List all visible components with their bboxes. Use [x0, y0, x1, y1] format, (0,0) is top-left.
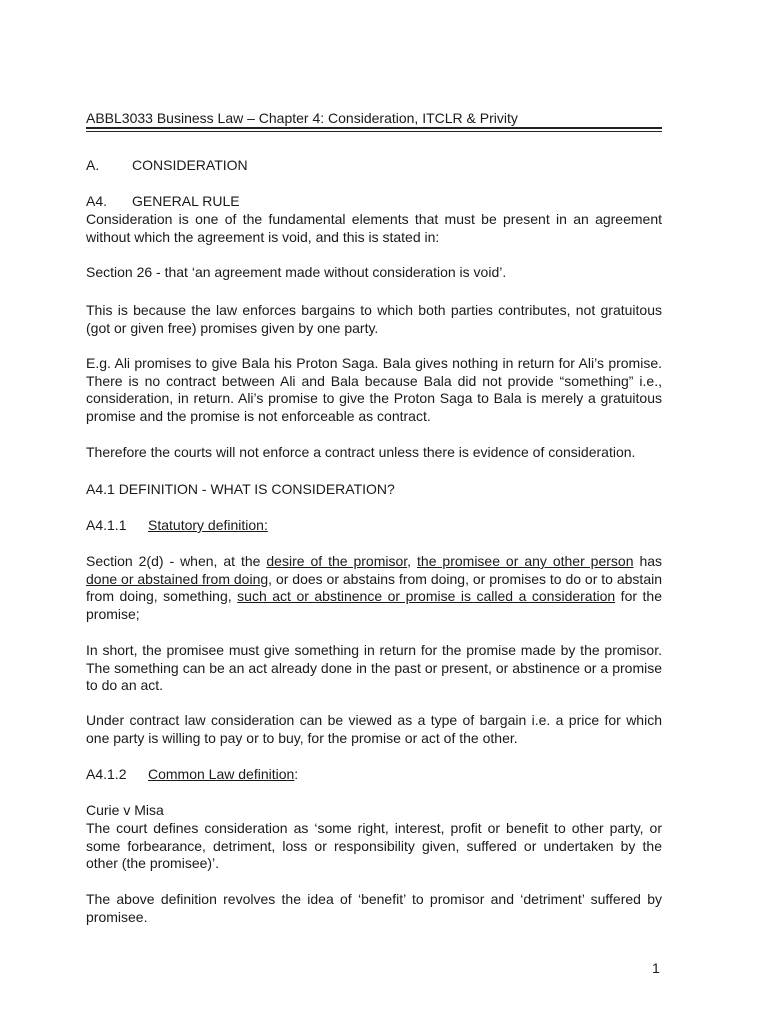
under-contract-paragraph: Under contract law consideration can be viewed as a type of bargain i.e. a price for which one party is willing to pay or to buy, for the promise or act of the other. [86, 712, 662, 746]
s2d-text-3: has [633, 553, 663, 569]
section-a-heading [86, 157, 662, 175]
s2d-underline-1: desire of the promisor [266, 553, 408, 569]
a412-heading [86, 766, 662, 784]
above-definition-paragraph: The above definition revolves the idea of ‘benefit’ to promisor and ‘detriment’ suffered by promisee. [86, 891, 662, 925]
a411-title: Statutory definition: [148, 517, 268, 533]
page-number: 1 [652, 960, 660, 976]
a41-heading: A4.1 DEFINITION - WHAT IS CONSIDERATION? [86, 481, 395, 497]
a4-paragraph-3: This is because the law enforces bargains to which both parties contributes, not gratuitous (got or given free) promises given by one party. [86, 302, 662, 336]
a411-heading [86, 517, 662, 535]
section-2d-paragraph [86, 553, 662, 624]
case-name: Curie v Misa [86, 802, 164, 818]
s2d-text-5: for the promise; [86, 588, 662, 623]
in-short-paragraph: In short, the promisee must give something in return for the promise made by the promisor. The something can be an act already done in the past or present, or abstinence or a promise to do an act. [86, 642, 662, 694]
s2d-text-2: , [407, 553, 418, 569]
s2d-text-1: Section 2(d) - when, at the [86, 553, 267, 569]
header-title: ABBL3033 Business Law – Chapter 4: Consideration, ITCLR & Privity [86, 110, 518, 126]
a412-title: Common Law definition [148, 766, 295, 782]
s2d-text-4: , or does or abstains from doing, or promises to do or to abstain from doing, something, [86, 570, 662, 605]
s2d-underline-3: done or abstained from doing [86, 570, 269, 587]
section-26-paragraph: Section 26 - that ‘an agreement made without consideration is void’. [86, 264, 507, 280]
a411-number: A4.1.1 [86, 517, 127, 533]
section-a-title: CONSIDERATION [132, 157, 248, 173]
a4-paragraph-5: Therefore the courts will not enforce a contract unless there is evidence of consideration. [86, 444, 636, 460]
a4-number: A4. [86, 193, 108, 209]
example-paragraph: E.g. Ali promises to give Bala his Proton Saga. Bala gives nothing in return for Ali’s promise. There is no contract between Ali and Bala because Bala did not provide “something” i.e., consideration, in return. Ali’s promise to give the Proton Saga to Bala is merely a gratuitous promise and the promise is not enforceable as contract. [86, 355, 662, 425]
header-rule [86, 127, 662, 132]
a412-colon: : [294, 766, 299, 782]
page-header [86, 109, 662, 127]
a4-heading [86, 193, 662, 211]
court-definition-paragraph: The court defines consideration as ‘some right, interest, profit or benefit to other party, or some forbearance, detriment, loss or responsibility given, suffered or undertaken by the other (the promisee)’. [86, 820, 662, 872]
a412-number: A4.1.2 [86, 766, 127, 782]
s2d-underline-2: the promisee or any other person [417, 553, 634, 569]
s2d-underline-4: such act or abstinence or promise is called a consideration [237, 588, 616, 605]
a4-paragraph-1: Consideration is one of the fundamental elements that must be present in an agreement without which the agreement is void, and this is stated in: [86, 211, 662, 245]
section-a-number: A. [86, 157, 100, 173]
a4-title: GENERAL RULE [132, 193, 240, 209]
